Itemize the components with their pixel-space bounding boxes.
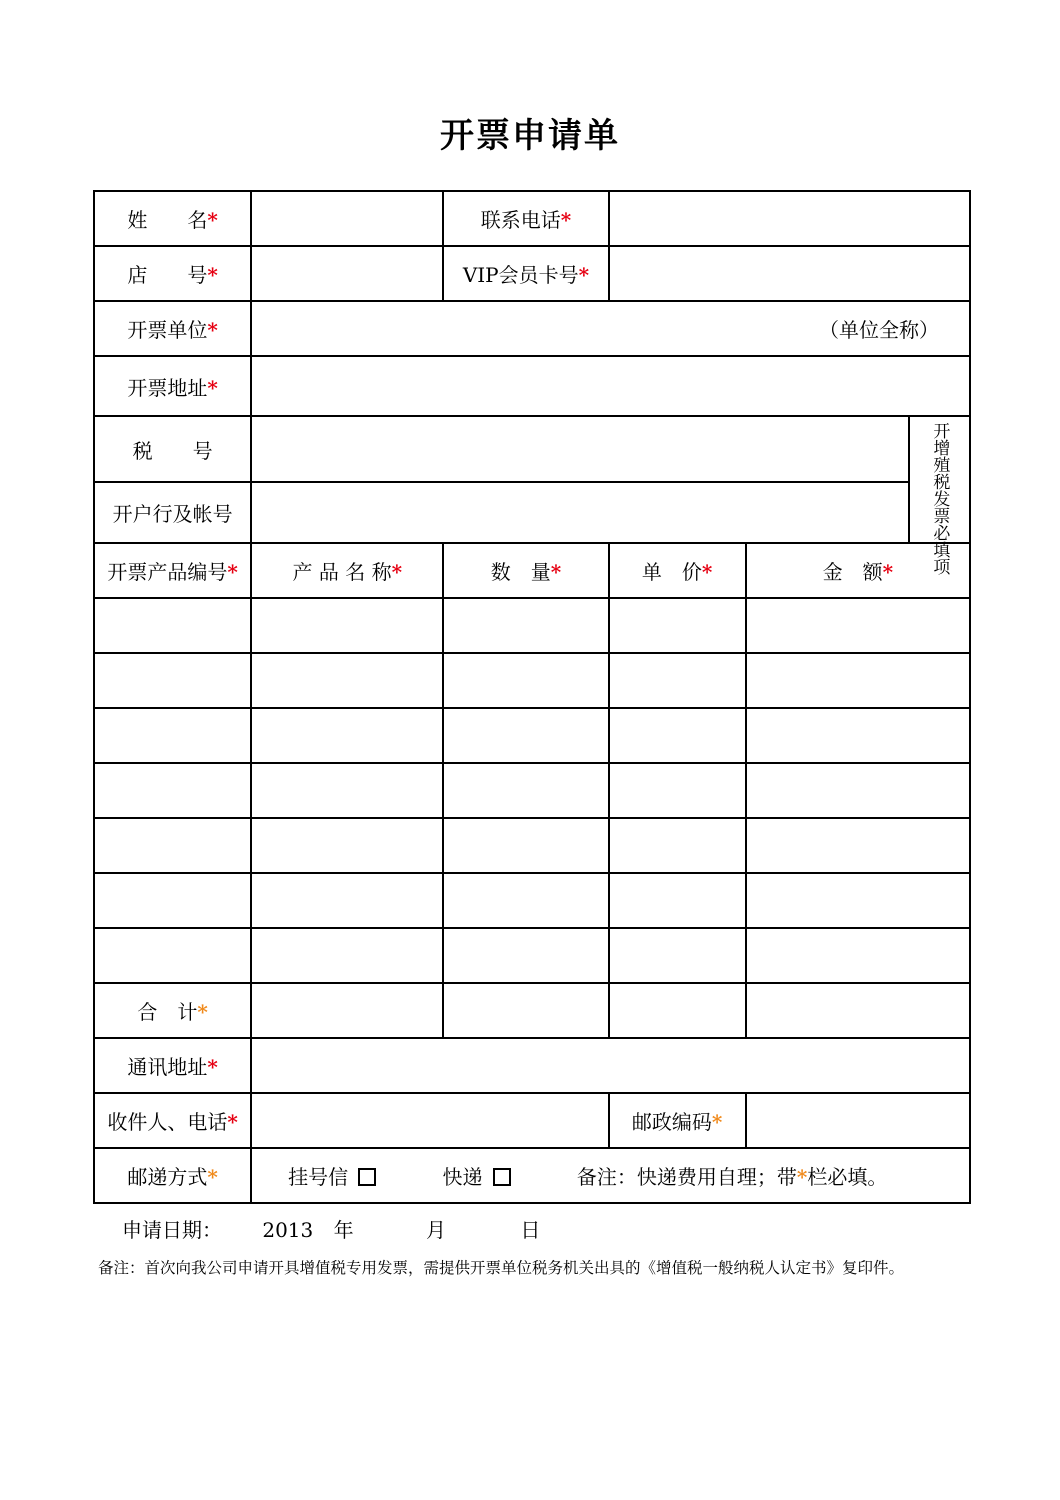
contact-address-label: 通讯地址*	[94, 1038, 251, 1093]
item-name-cell[interactable]	[251, 928, 443, 983]
date-month-unit: 月	[425, 1218, 446, 1242]
tax-no-input[interactable]	[251, 416, 909, 482]
item-amount-cell[interactable]	[746, 873, 970, 928]
receiver-input[interactable]	[251, 1093, 608, 1148]
item-code-cell[interactable]	[94, 763, 251, 818]
item-quantity-cell[interactable]	[443, 708, 608, 763]
item-row	[94, 818, 970, 873]
bank-input[interactable]	[251, 482, 909, 543]
store-input[interactable]	[251, 246, 443, 301]
col-product-code: 开票产品编号*	[94, 543, 251, 598]
store-label: 店 号*	[94, 246, 251, 301]
total-cell[interactable]	[443, 983, 608, 1038]
item-row	[94, 873, 970, 928]
item-quantity-cell[interactable]	[443, 873, 608, 928]
tax-no-label: 税 号	[94, 416, 251, 482]
express-checkbox[interactable]	[493, 1168, 511, 1186]
item-quantity-cell[interactable]	[443, 598, 608, 653]
item-amount-cell[interactable]	[746, 653, 970, 708]
item-price-cell[interactable]	[609, 928, 746, 983]
vat-required-note: 开增殖税发票必填项	[909, 416, 970, 543]
item-name-cell[interactable]	[251, 653, 443, 708]
receiver-label: 收件人、电话*	[94, 1093, 251, 1148]
item-row	[94, 928, 970, 983]
date-year-unit: 年	[333, 1218, 354, 1242]
company-note: （单位全称）	[819, 318, 939, 342]
item-price-cell[interactable]	[609, 818, 746, 873]
col-unit-price: 单 价*	[609, 543, 746, 598]
item-amount-cell[interactable]	[746, 598, 970, 653]
required-mark: *	[207, 208, 218, 232]
item-quantity-cell[interactable]	[443, 653, 608, 708]
item-code-cell[interactable]	[94, 928, 251, 983]
phone-input[interactable]	[609, 191, 970, 246]
date-day-unit: 日	[520, 1218, 541, 1242]
col-amount: 金 额*	[746, 543, 970, 598]
application-date	[122, 1214, 540, 1243]
item-name-cell[interactable]	[251, 818, 443, 873]
registered-checkbox[interactable]	[358, 1168, 376, 1186]
item-name-cell[interactable]	[251, 763, 443, 818]
item-price-cell[interactable]	[609, 598, 746, 653]
postcode-label: 邮政编码*	[609, 1093, 746, 1148]
item-code-cell[interactable]	[94, 873, 251, 928]
item-amount-cell[interactable]	[746, 708, 970, 763]
vip-label: VIP会员卡号*	[443, 246, 608, 301]
item-code-cell[interactable]	[94, 653, 251, 708]
mail-method-label: 邮递方式*	[94, 1148, 251, 1203]
total-amount-cell[interactable]	[746, 983, 970, 1038]
invoice-form-table	[93, 190, 971, 1204]
item-row	[94, 598, 970, 653]
phone-label: 联系电话*	[443, 191, 608, 246]
total-cell[interactable]	[609, 983, 746, 1038]
item-amount-cell[interactable]	[746, 928, 970, 983]
item-name-cell[interactable]	[251, 873, 443, 928]
col-product-name: 产 品 名 称*	[251, 543, 443, 598]
item-quantity-cell[interactable]	[443, 763, 608, 818]
bank-label: 开户行及帐号	[94, 482, 251, 543]
registered-option[interactable]: 挂号信	[288, 1161, 376, 1190]
express-option[interactable]: 快递	[443, 1161, 511, 1190]
name-input[interactable]	[251, 191, 443, 246]
total-label: 合 计*	[94, 983, 251, 1038]
item-price-cell[interactable]	[609, 708, 746, 763]
col-quantity: 数 量*	[443, 543, 608, 598]
postcode-input[interactable]	[746, 1093, 970, 1148]
item-code-cell[interactable]	[94, 708, 251, 763]
footnote: 备注：首次向我公司申请开具增值税专用发票，需提供开票单位税务机关出具的《增值税一般纳税人认定书》复印件。	[98, 1259, 905, 1277]
item-row	[94, 708, 970, 763]
name-label: 姓 名*	[94, 191, 251, 246]
item-price-cell[interactable]	[609, 873, 746, 928]
item-quantity-cell[interactable]	[443, 928, 608, 983]
vip-input[interactable]	[609, 246, 970, 301]
date-label: 申请日期：	[122, 1218, 222, 1242]
item-name-cell[interactable]	[251, 598, 443, 653]
company-label: 开票单位*	[94, 301, 251, 356]
item-rows	[94, 598, 970, 983]
item-row	[94, 653, 970, 708]
item-name-cell[interactable]	[251, 708, 443, 763]
item-price-cell[interactable]	[609, 763, 746, 818]
date-year[interactable]: 2013	[262, 1218, 314, 1242]
company-input[interactable]	[251, 301, 970, 356]
total-cell[interactable]	[251, 983, 443, 1038]
item-quantity-cell[interactable]	[443, 818, 608, 873]
item-code-cell[interactable]	[94, 598, 251, 653]
item-row	[94, 763, 970, 818]
contact-address-input[interactable]	[251, 1038, 970, 1093]
item-amount-cell[interactable]	[746, 818, 970, 873]
address-label: 开票地址*	[94, 356, 251, 416]
mail-note: 备注：快递费用自理；带*栏必填。	[576, 1165, 888, 1189]
item-price-cell[interactable]	[609, 653, 746, 708]
page-title: 开票申请单	[440, 116, 620, 156]
item-amount-cell[interactable]	[746, 763, 970, 818]
item-code-cell[interactable]	[94, 818, 251, 873]
address-input[interactable]	[251, 356, 970, 416]
mail-options	[251, 1148, 970, 1203]
